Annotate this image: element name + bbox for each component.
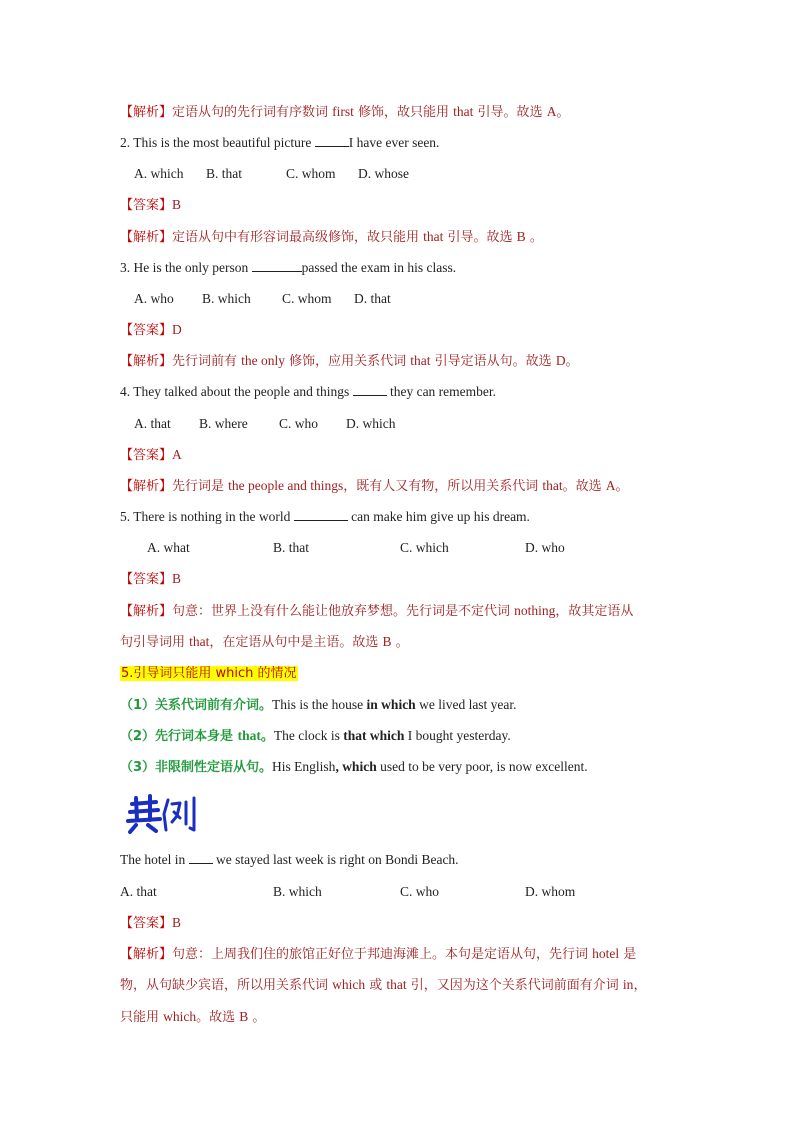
analysis-choice: D bbox=[555, 353, 566, 368]
analysis-term: the people and things bbox=[228, 478, 344, 493]
stem-text: 5. There is nothing in the world bbox=[120, 509, 294, 524]
q4-answer bbox=[120, 445, 182, 466]
rule-example: we lived last year. bbox=[415, 697, 517, 712]
q2-analysis bbox=[120, 227, 543, 248]
rule-label: 。 bbox=[260, 729, 274, 744]
q3-answer bbox=[120, 320, 182, 341]
option-d: D. whose bbox=[358, 166, 409, 181]
analysis-choice: A bbox=[546, 104, 557, 119]
analysis-text: 引，又因为这个关系代词前面有介词 bbox=[406, 978, 623, 993]
answer-tag: 【答案】 bbox=[120, 572, 173, 587]
option-b: B. that bbox=[206, 166, 242, 181]
analysis-text: ，故其定语从 bbox=[555, 604, 634, 619]
example-analysis-line2 bbox=[120, 975, 646, 996]
stem-text: 3. He is the only person bbox=[120, 260, 252, 275]
rule-example: This is the house bbox=[272, 697, 367, 712]
analysis-tag: 【解析】 bbox=[120, 105, 173, 120]
q4-options bbox=[134, 414, 734, 434]
analysis-term: that bbox=[410, 353, 431, 368]
analysis-text: ，在定语从句中是主语。故选 bbox=[209, 635, 383, 650]
analysis-term: the only bbox=[241, 353, 286, 368]
q5-options bbox=[147, 538, 747, 558]
analysis-term: which bbox=[163, 1009, 197, 1024]
rule-keyword: , which bbox=[335, 759, 377, 774]
analysis-text: 。 bbox=[391, 635, 409, 650]
rule-label: （3）非限制性定语从句。 bbox=[120, 760, 273, 775]
option-a: A. what bbox=[147, 540, 190, 555]
answer-blank bbox=[353, 382, 387, 396]
rule-example: The clock is bbox=[273, 728, 344, 743]
option-a: A. that bbox=[120, 884, 157, 899]
rule-label: （1）关系代词前有介词。 bbox=[120, 698, 273, 713]
analysis-term: that bbox=[423, 229, 444, 244]
analysis-text: 引导定语从句。故选 bbox=[430, 354, 556, 369]
analysis-term: that bbox=[386, 977, 407, 992]
analysis-text: 句意：世界上没有什么能让他放弃梦想。先行词是不定代词 bbox=[172, 604, 515, 619]
rule-label: （2）先行词本身是 bbox=[120, 729, 238, 744]
q1-analysis bbox=[120, 102, 569, 123]
q3-options bbox=[134, 289, 734, 309]
answer-value: B bbox=[172, 571, 182, 586]
example-options bbox=[120, 882, 720, 902]
analysis-tag: 【解析】 bbox=[120, 479, 173, 494]
rule-2 bbox=[120, 726, 511, 747]
q3-analysis bbox=[120, 351, 579, 372]
analysis-term: which bbox=[332, 977, 366, 992]
analysis-choice: B bbox=[239, 1009, 249, 1024]
analysis-tag: 【解析】 bbox=[120, 604, 173, 619]
option-b: B. that bbox=[273, 540, 309, 555]
q5-answer bbox=[120, 569, 181, 590]
stem-text: passed the exam in his class. bbox=[301, 260, 457, 275]
answer-value: D bbox=[172, 322, 182, 337]
stem-text: can make him give up his dream. bbox=[347, 509, 530, 524]
option-c: C. who bbox=[400, 884, 440, 899]
analysis-text: 修饰，故只能用 bbox=[353, 105, 454, 120]
analysis-text: 引导。故选 bbox=[473, 105, 547, 120]
section-heading bbox=[120, 663, 298, 684]
option-c: C. whom bbox=[282, 291, 332, 306]
answer-blank bbox=[252, 258, 302, 272]
q5-analysis-line2 bbox=[120, 632, 409, 653]
example-analysis-line3 bbox=[120, 1007, 265, 1028]
stem-text: 2. This is the most beautiful picture bbox=[120, 135, 315, 150]
option-d: D. who bbox=[525, 540, 565, 555]
option-b: B. which bbox=[273, 884, 322, 899]
analysis-text: 定语从句的先行词有序数词 bbox=[172, 105, 333, 120]
stem-text: they can remember. bbox=[386, 384, 497, 399]
option-d: D. whom bbox=[525, 884, 576, 899]
option-a: A. which bbox=[134, 166, 184, 181]
q4-analysis bbox=[120, 476, 629, 497]
analysis-text: 物，从句缺少宾语，所以用关系代词 bbox=[120, 978, 333, 993]
option-d: D. which bbox=[346, 416, 396, 431]
answer-value: A bbox=[172, 447, 182, 462]
analysis-text: 。 bbox=[525, 230, 543, 245]
q2-stem bbox=[120, 133, 439, 153]
analysis-text: 先行词是 bbox=[172, 479, 229, 494]
analysis-text: 先行词前有 bbox=[172, 354, 242, 369]
analysis-choice: B bbox=[382, 634, 392, 649]
stem-text: I have ever seen. bbox=[348, 135, 440, 150]
analysis-term: that bbox=[542, 478, 563, 493]
option-b: B. which bbox=[202, 291, 251, 306]
stem-text: 4. They talked about the people and things bbox=[120, 384, 353, 399]
option-d: D. that bbox=[354, 291, 391, 306]
analysis-text: 。 bbox=[565, 354, 579, 369]
example-answer bbox=[120, 913, 181, 934]
analysis-text: 。故选 bbox=[562, 479, 606, 494]
answer-tag: 【答案】 bbox=[120, 448, 173, 463]
answer-tag: 【答案】 bbox=[120, 323, 173, 338]
analysis-text: 是 bbox=[619, 947, 637, 962]
analysis-choice: A bbox=[605, 478, 616, 493]
analysis-tag: 【解析】 bbox=[120, 947, 173, 962]
q4-stem bbox=[120, 382, 496, 402]
q2-answer bbox=[120, 195, 181, 216]
rule-1 bbox=[120, 695, 517, 716]
answer-blank bbox=[315, 133, 349, 147]
answer-value: B bbox=[172, 915, 182, 930]
example-stem bbox=[120, 850, 459, 870]
analysis-text: 句引导词用 bbox=[120, 635, 190, 650]
analysis-term: that bbox=[453, 104, 474, 119]
q3-stem bbox=[120, 258, 456, 278]
rule-keyword: that which bbox=[343, 728, 405, 743]
option-c: C. who bbox=[279, 416, 319, 431]
rule-keyword: in which bbox=[366, 697, 416, 712]
answer-blank bbox=[294, 507, 348, 521]
section-title bbox=[120, 666, 298, 681]
analysis-text: ， bbox=[633, 978, 647, 993]
analysis-tag: 【解析】 bbox=[120, 230, 173, 245]
analysis-text: 。故选 bbox=[196, 1010, 240, 1025]
analysis-text: 引导。故选 bbox=[443, 230, 517, 245]
analysis-term: hotel bbox=[592, 946, 620, 961]
heading-text: 的情况 bbox=[253, 666, 297, 681]
answer-value: B bbox=[172, 197, 182, 212]
rule-example: His English bbox=[272, 759, 336, 774]
analysis-text: 只能用 bbox=[120, 1010, 164, 1025]
analysis-choice: B bbox=[516, 229, 526, 244]
rule-3 bbox=[120, 757, 588, 778]
q5-analysis bbox=[120, 601, 633, 622]
heading-text: 5.引导词只能用 bbox=[121, 666, 216, 681]
q2-options bbox=[134, 164, 734, 184]
analysis-text: 。 bbox=[615, 479, 629, 494]
analysis-term: nothing bbox=[514, 603, 556, 618]
rule-example: I bought yesterday. bbox=[404, 728, 511, 743]
example-analysis bbox=[120, 944, 636, 965]
analysis-text: 定语从句中有形容词最高级修饰，故只能用 bbox=[172, 230, 424, 245]
analysis-text: 修饰，应用关系代词 bbox=[285, 354, 411, 369]
analysis-text: ，既有人又有物，所以用关系代词 bbox=[343, 479, 543, 494]
option-b: B. where bbox=[199, 416, 248, 431]
option-a: A. that bbox=[134, 416, 171, 431]
analysis-text: 或 bbox=[365, 978, 387, 993]
analysis-text: 。 bbox=[248, 1010, 266, 1025]
analysis-tag: 【解析】 bbox=[120, 354, 173, 369]
analysis-term: that bbox=[189, 634, 210, 649]
analysis-term: first bbox=[332, 104, 354, 119]
analysis-text: 。 bbox=[556, 105, 570, 120]
q5-stem bbox=[120, 507, 530, 527]
option-c: C. whom bbox=[286, 166, 336, 181]
answer-blank bbox=[189, 850, 213, 864]
stem-text: The hotel in bbox=[120, 852, 189, 867]
analysis-text: 句意：上周我们住的旅馆正好位于邦迪海滩上。本句是定语从句，先行词 bbox=[172, 947, 593, 962]
answer-tag: 【答案】 bbox=[120, 198, 173, 213]
rule-label-term: that bbox=[237, 728, 261, 743]
analysis-term: in bbox=[622, 977, 634, 992]
option-c: C. which bbox=[400, 540, 449, 555]
answer-tag: 【答案】 bbox=[120, 916, 173, 931]
stem-text: we stayed last week is right on Bondi Beach. bbox=[212, 852, 459, 867]
example-logo-icon bbox=[122, 790, 202, 838]
rule-example: used to be very poor, is now excellent. bbox=[376, 759, 588, 774]
heading-term: which bbox=[215, 666, 254, 681]
option-a: A. who bbox=[134, 291, 174, 306]
